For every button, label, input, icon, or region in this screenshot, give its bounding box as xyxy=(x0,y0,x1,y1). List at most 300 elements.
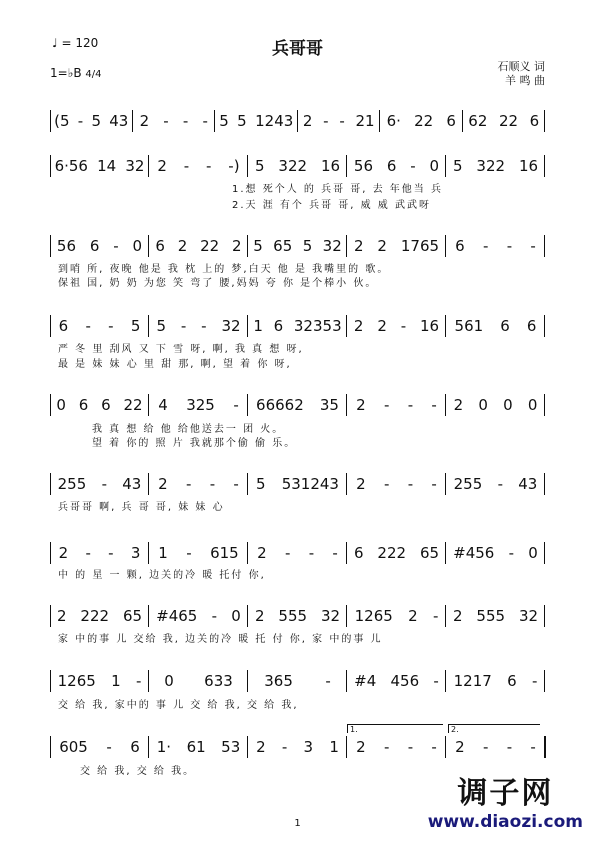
note: 43 xyxy=(109,112,129,130)
note: 6 xyxy=(58,317,69,335)
note-group xyxy=(446,157,545,175)
note: 32 xyxy=(322,237,342,255)
note: 16 xyxy=(320,157,341,175)
measure xyxy=(446,734,545,762)
barline xyxy=(544,542,545,564)
note: 32 xyxy=(518,607,539,625)
page-number: 1 xyxy=(294,818,301,829)
note: 1243 xyxy=(255,112,294,130)
note: 6 xyxy=(507,672,517,690)
measure xyxy=(347,734,446,762)
note-group xyxy=(347,672,446,690)
note: 22 xyxy=(200,237,220,255)
barline xyxy=(544,605,545,627)
note: 5 xyxy=(91,112,101,130)
note: 2 xyxy=(139,112,150,130)
measure xyxy=(446,233,545,261)
note: 325 xyxy=(186,396,215,414)
note-group xyxy=(446,396,545,414)
note: 6 xyxy=(500,317,510,335)
measure xyxy=(298,108,381,136)
barline xyxy=(544,670,545,692)
note: 0 xyxy=(528,544,538,562)
note: 5 xyxy=(130,317,141,335)
note-group xyxy=(50,112,133,130)
measure xyxy=(347,392,446,420)
measure xyxy=(149,313,248,341)
note: - xyxy=(163,112,169,130)
note: 53 xyxy=(221,738,241,756)
note: 4 xyxy=(158,396,168,414)
note: 555 xyxy=(278,607,308,625)
volta-second: 2. xyxy=(448,724,540,733)
note-group xyxy=(50,237,149,255)
note: - xyxy=(323,112,329,130)
measure xyxy=(50,540,149,568)
measure xyxy=(347,153,446,181)
time-signature: 4/4 xyxy=(85,69,102,80)
note-group xyxy=(149,237,248,255)
note: - xyxy=(531,672,538,690)
quarter-note-icon: ♩ xyxy=(52,36,58,50)
lyric-line: 家 中的事 儿 交给 我, 边关的冷 暖 托 付 你, 家 中的事 儿 xyxy=(58,634,383,645)
note: - xyxy=(201,317,207,335)
note-group xyxy=(380,112,463,130)
note-group xyxy=(149,317,248,335)
measure xyxy=(50,153,149,181)
note-group xyxy=(446,672,545,690)
measure xyxy=(149,540,248,568)
measure xyxy=(248,734,347,762)
note: 32 xyxy=(221,317,241,335)
measure xyxy=(149,734,248,762)
note: 2 xyxy=(257,544,267,562)
note: 6 xyxy=(78,396,89,414)
note: 16 xyxy=(518,157,539,175)
note-group xyxy=(50,672,149,690)
note-group xyxy=(50,475,149,493)
note: 22 xyxy=(123,396,143,414)
measure xyxy=(215,108,298,136)
note: 22 xyxy=(414,112,434,130)
measure xyxy=(248,233,347,261)
score-line xyxy=(50,603,545,631)
lyric-line: 到哨 所, 夜晚 他是 我 枕 上的 梦,白天 他 是 我嘴里的 歌。 xyxy=(58,264,390,275)
measure xyxy=(347,313,446,341)
note: 456 xyxy=(390,672,420,690)
note: 0 xyxy=(164,672,174,690)
measure xyxy=(133,108,216,136)
note: 5 xyxy=(452,157,463,175)
note: 6 xyxy=(273,317,284,335)
lyric-line: 中 的 星 一 颗, 边关的冷 暖 托付 你, xyxy=(58,570,266,581)
note: 1 xyxy=(329,738,339,756)
note: - xyxy=(530,738,536,756)
note: - xyxy=(108,544,114,562)
logo-text-cn: 调子网 xyxy=(457,776,554,811)
note: - xyxy=(206,157,212,175)
note: 0 xyxy=(527,396,538,414)
note-group xyxy=(50,396,149,414)
note: 605 xyxy=(59,738,88,756)
note: #456 xyxy=(453,544,495,562)
note: - xyxy=(183,157,190,175)
note: 2 xyxy=(452,607,463,625)
site-logo xyxy=(428,768,583,832)
note-group xyxy=(248,607,347,625)
note: - xyxy=(407,475,414,493)
note: - xyxy=(180,317,187,335)
note: 633 xyxy=(204,672,233,690)
note: 43 xyxy=(518,475,538,493)
note: 5 xyxy=(237,112,247,130)
note: - xyxy=(407,738,414,756)
note-group xyxy=(446,544,545,562)
note-group xyxy=(215,112,298,130)
note: 6 xyxy=(353,544,364,562)
note: 531243 xyxy=(281,475,339,493)
measure xyxy=(248,471,347,499)
measure xyxy=(50,108,133,136)
note: - xyxy=(506,237,513,255)
note: 1265 xyxy=(354,607,393,625)
measure xyxy=(347,603,446,631)
page-title: 兵哥哥 xyxy=(272,39,323,59)
measure xyxy=(50,603,149,631)
lyric-line: 2.天 涯 有个 兵哥 哥, 威 威 武武呀 xyxy=(232,200,431,211)
measure xyxy=(50,668,149,696)
lyric-line: 兵哥哥 啊, 兵 哥 哥, 妹 妹 心 xyxy=(58,502,225,513)
note: 0 xyxy=(478,396,488,414)
note: 65 xyxy=(419,544,440,562)
note: 43 xyxy=(122,475,142,493)
measure xyxy=(446,540,545,568)
note: 2 xyxy=(353,317,364,335)
measure xyxy=(248,540,347,568)
note: 2 xyxy=(408,607,418,625)
note: 2 xyxy=(356,475,366,493)
key-signature xyxy=(50,66,102,80)
composer-credit: 羊 鸣 曲 xyxy=(505,74,545,87)
note: 1 xyxy=(253,317,263,335)
note: 365 xyxy=(264,672,293,690)
note: 6· xyxy=(386,112,401,130)
score-line xyxy=(50,233,545,261)
lyric-line: 最 是 妹 妹 心 里 甜 那, 啊, 望 着 你 呀, xyxy=(58,359,292,370)
note: - xyxy=(383,738,390,756)
note-group xyxy=(248,157,347,175)
note: 6 xyxy=(89,237,100,255)
measure xyxy=(248,668,347,696)
note: 22 xyxy=(498,112,519,130)
note: - xyxy=(211,607,218,625)
note: - xyxy=(508,544,515,562)
lyric-line: 保祖 国, 奶 奶 为您 笑 弯了 腰,妈妈 夸 你 是个棒小 伙。 xyxy=(58,278,378,289)
note: - xyxy=(332,544,338,562)
note-group xyxy=(248,237,347,255)
score-line xyxy=(50,725,545,762)
note: - xyxy=(106,738,112,756)
note-group xyxy=(248,396,347,414)
note: - xyxy=(308,544,315,562)
note: 56 xyxy=(353,157,374,175)
note-group xyxy=(347,396,446,414)
note: 16 xyxy=(419,317,440,335)
note-group xyxy=(347,157,446,175)
note-group xyxy=(347,237,446,255)
barline xyxy=(544,394,545,416)
note: 6 xyxy=(529,112,540,130)
measure xyxy=(380,108,463,136)
note: 2 xyxy=(254,607,265,625)
measure xyxy=(446,392,545,420)
note-group xyxy=(446,317,545,335)
note: - xyxy=(339,112,345,130)
note: 2 xyxy=(377,317,387,335)
note: 2 xyxy=(157,157,167,175)
note: 6 xyxy=(101,396,111,414)
note: - xyxy=(77,112,84,130)
note-group xyxy=(248,672,347,690)
note: 2 xyxy=(256,738,266,756)
measure xyxy=(149,153,248,181)
note: 5 xyxy=(156,317,166,335)
note: 1765 xyxy=(400,237,440,255)
note: - xyxy=(108,317,114,335)
note: 21 xyxy=(355,112,375,130)
note: 255 xyxy=(453,475,483,493)
note-group xyxy=(248,544,347,562)
note-group xyxy=(133,112,216,130)
lyricist-credit: 石顺义 词 xyxy=(497,60,545,73)
measure xyxy=(50,734,149,762)
barline xyxy=(544,736,546,758)
note-group xyxy=(50,157,149,175)
note-group xyxy=(50,317,149,335)
logo-url: www.diaozi.com xyxy=(427,812,583,832)
score-line xyxy=(50,668,545,696)
measure xyxy=(446,668,545,696)
note: 0 xyxy=(503,396,513,414)
note: 2 xyxy=(302,112,313,130)
note: 322 xyxy=(476,157,506,175)
note: 6·56 xyxy=(54,157,88,175)
measure xyxy=(248,603,347,631)
lyric-line: 望 着 你的 照 片 我就那个偷 偷 乐。 xyxy=(92,438,297,449)
note: 14 xyxy=(97,157,117,175)
note: - xyxy=(185,475,192,493)
note: 5 xyxy=(302,237,313,255)
note-group xyxy=(149,672,248,690)
measure xyxy=(149,471,248,499)
lyric-line: 交 给 我, 家中的 事 儿 交 给 我, 交 给 我, xyxy=(58,700,299,711)
note: - xyxy=(383,396,390,414)
lyric-line: 我 真 想 给 他 给他送去一 团 火。 xyxy=(92,424,285,435)
note-group xyxy=(50,607,149,625)
note: - xyxy=(410,157,416,175)
note: - xyxy=(325,672,331,690)
note: 62 xyxy=(468,112,488,130)
barline xyxy=(544,473,545,495)
note-group xyxy=(463,112,546,130)
note: 222 xyxy=(377,544,407,562)
measure xyxy=(347,233,446,261)
note: 6 xyxy=(455,237,465,255)
note-group xyxy=(446,237,545,255)
note: 2 xyxy=(58,544,69,562)
measure xyxy=(446,153,545,181)
measure xyxy=(50,313,149,341)
score-line xyxy=(50,313,545,341)
note: 2 xyxy=(356,396,366,414)
measure xyxy=(149,233,248,261)
note-group xyxy=(446,607,545,625)
measure xyxy=(149,392,248,420)
note-group xyxy=(347,317,446,335)
note: 3 xyxy=(130,544,141,562)
note: - xyxy=(209,475,216,493)
note: 6 xyxy=(446,112,456,130)
note: 61 xyxy=(186,738,206,756)
measure xyxy=(248,153,347,181)
note: - xyxy=(182,112,189,130)
measure xyxy=(50,471,149,499)
note-group xyxy=(347,738,446,756)
barline xyxy=(544,155,545,177)
note: 6 xyxy=(386,157,397,175)
note: - xyxy=(85,317,91,335)
measure xyxy=(248,313,347,341)
measure xyxy=(149,668,248,696)
note: - xyxy=(433,672,439,690)
note-group xyxy=(149,738,248,756)
note: 6 xyxy=(130,738,140,756)
note: 2 xyxy=(232,237,242,255)
note: 555 xyxy=(476,607,506,625)
measure xyxy=(149,603,248,631)
note: 1 xyxy=(158,544,168,562)
note: - xyxy=(186,544,192,562)
note: #4 xyxy=(354,672,377,690)
note: 615 xyxy=(210,544,239,562)
note: 35 xyxy=(319,396,339,414)
score-line xyxy=(50,392,545,420)
note-group xyxy=(149,396,248,414)
note: - xyxy=(113,237,119,255)
note: 2 xyxy=(455,738,465,756)
score-line xyxy=(50,153,545,181)
note: 32 xyxy=(125,157,145,175)
note-group xyxy=(50,544,149,562)
barline xyxy=(544,110,545,132)
note: 2 xyxy=(453,396,464,414)
note: 0 xyxy=(56,396,66,414)
key-text: 1=♭B xyxy=(50,66,82,80)
note-group xyxy=(347,607,446,625)
measure xyxy=(446,603,545,631)
measure xyxy=(446,313,545,341)
note-group xyxy=(446,475,545,493)
note: 2 xyxy=(56,607,67,625)
note: - xyxy=(284,544,291,562)
note: 5 xyxy=(256,475,266,493)
note: 32353 xyxy=(293,317,342,335)
tempo-value: = 120 xyxy=(61,36,99,50)
note: - xyxy=(383,475,390,493)
barline xyxy=(544,235,545,257)
note: 255 xyxy=(57,475,87,493)
measure xyxy=(50,233,149,261)
measure xyxy=(50,392,149,420)
note: 2 xyxy=(353,237,364,255)
measure xyxy=(347,471,446,499)
note: - xyxy=(497,475,503,493)
note: - xyxy=(431,738,437,756)
note-group xyxy=(149,157,248,175)
note: - xyxy=(233,396,239,414)
note: - xyxy=(233,475,239,493)
barline xyxy=(544,315,545,337)
measure xyxy=(446,471,545,499)
note-group xyxy=(347,475,446,493)
note: 2 xyxy=(177,237,188,255)
note: 65 xyxy=(273,237,293,255)
note: 56 xyxy=(56,237,77,255)
note: 1· xyxy=(156,738,172,756)
note: - xyxy=(482,738,489,756)
note: - xyxy=(202,112,208,130)
note: 1217 xyxy=(453,672,492,690)
note: 32 xyxy=(320,607,341,625)
lyric-line: 交 给 我, 交 给 我。 xyxy=(80,766,196,777)
note: 5 xyxy=(254,157,265,175)
score-line xyxy=(50,108,545,136)
note: #465 xyxy=(156,607,198,625)
measure xyxy=(347,540,446,568)
note-group xyxy=(248,738,347,756)
note-group xyxy=(149,475,248,493)
note: 2 xyxy=(356,738,366,756)
note: -) xyxy=(228,157,240,175)
measure xyxy=(347,668,446,696)
note: 2 xyxy=(377,237,387,255)
note-group xyxy=(248,317,347,335)
note-group xyxy=(50,738,149,756)
note: - xyxy=(85,544,91,562)
note: 65 xyxy=(122,607,143,625)
note: 1 xyxy=(111,672,121,690)
note: - xyxy=(407,396,414,414)
note: - xyxy=(101,475,107,493)
note-group xyxy=(446,738,545,756)
note: (5 xyxy=(54,112,70,130)
note: - xyxy=(506,738,513,756)
note: - xyxy=(432,607,439,625)
note: 0 xyxy=(231,607,241,625)
note: - xyxy=(281,738,288,756)
lyric-line: 严 冬 里 刮风 又 下 雪 呀, 啊, 我 真 想 呀, xyxy=(58,344,304,355)
note: 0 xyxy=(429,157,440,175)
note: 322 xyxy=(278,157,308,175)
note-group xyxy=(149,607,248,625)
note: 5 xyxy=(219,112,229,130)
note: - xyxy=(431,475,437,493)
note: - xyxy=(482,237,489,255)
note: 5 xyxy=(253,237,263,255)
score-line xyxy=(50,471,545,499)
note: 3 xyxy=(303,738,314,756)
note: 6 xyxy=(526,317,537,335)
